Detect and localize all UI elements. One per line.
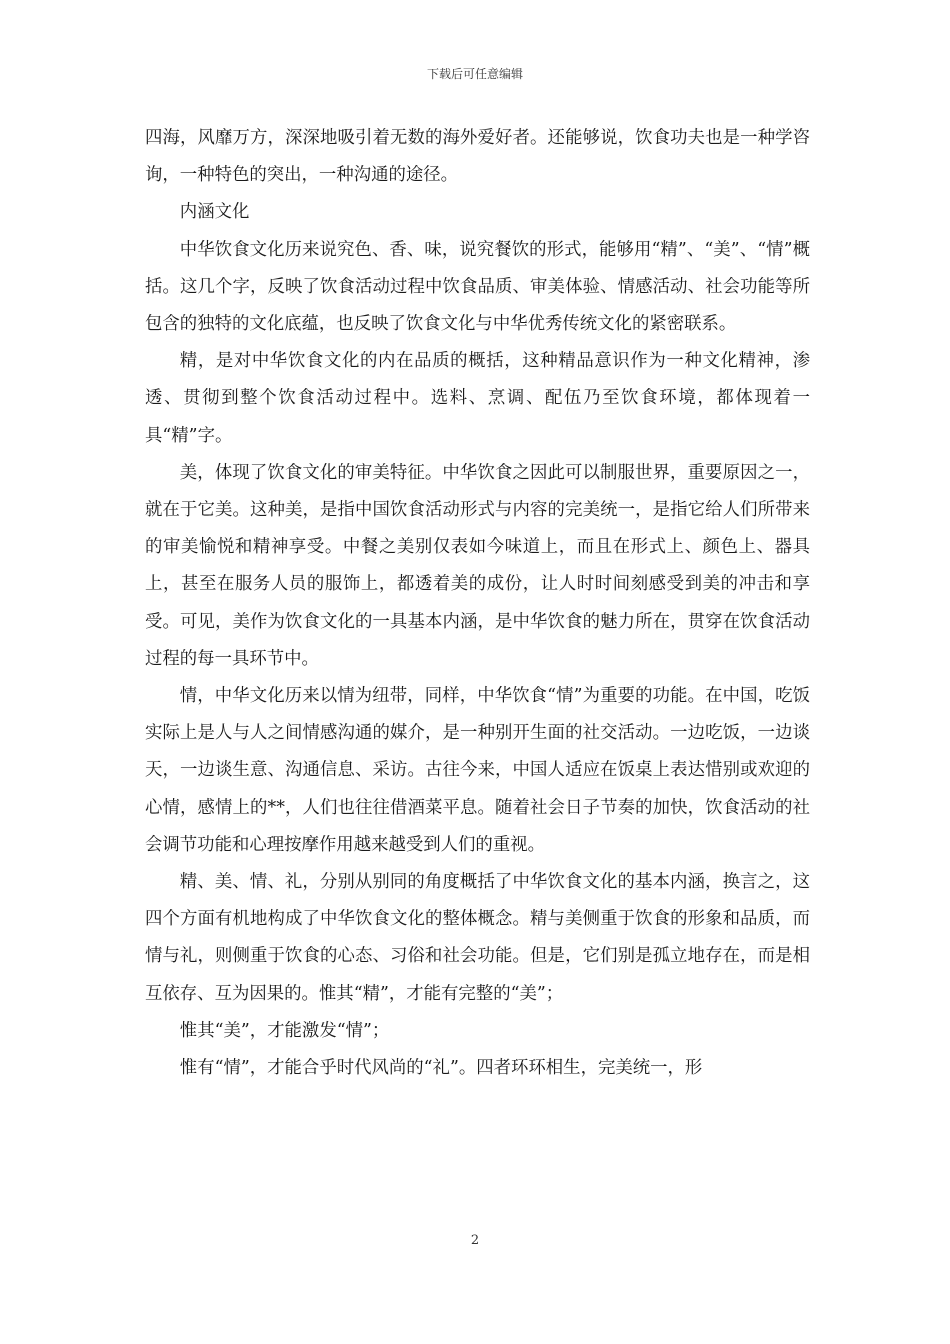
page-number: 2	[470, 1233, 480, 1248]
paragraph: 四海，风靡万方，深深地吸引着无数的海外爱好者。还能够说，饮食功夫也是一种学咨询，一种特色的突出，一种沟通的途径。	[145, 128, 810, 186]
section-heading: 内涵文化	[179, 202, 250, 223]
paragraph: 惟有“情”，才能合乎时代风尚的“礼”。四者环环相生，完美统一，形	[179, 1058, 703, 1079]
document-body	[145, 120, 810, 1087]
paragraph: 精，是对中华饮食文化的内在品质的概括，这种精品意识作为一种文化精神，渗透、贯彻到整个饮食活动过程中。选料、烹调、配伍乃至饮食环境，都体现着一具“精”字。	[145, 351, 810, 446]
paragraph: 美，体现了饮食文化的审美特征。中华饮食之因此可以制服世界，重要原因之一，就在于它美。这种美，是指中国饮食活动形式与内容的完美统一，是指它给人们所带来的审美愉悦和精神享受。中餐之美别仅表如今味道上，而且在形式上、颜色上、器具上，甚至在服务人员的服饰上，都透着美的成份，让人时时间刻感受到美的冲击和享受。可见，美作为饮食文化的一具基本内涵，是中华饮食的魅力所在，贯穿在饮食活动过程的每一具环节中。	[145, 462, 810, 669]
paragraph: 惟其“美”，才能激发“情”；	[179, 1020, 390, 1041]
paragraph: 中华饮食文化历来说究色、香、味，说究餐饮的形式，能够用“精”、“美”、“情”概括。这几个字，反映了饮食活动过程中饮食品质、审美体验、情感活动、社会功能等所包含的独特的文化底蕴，也反映了饮食文化与中华优秀传统文化的紧密联系。	[145, 239, 810, 335]
paragraph: 精、美、情、礼，分别从别同的角度概括了中华饮食文化的基本内涵，换言之，这四个方面有机地构成了中华饮食文化的整体概念。精与美侧重于饮食的形象和品质，而情与礼，则侧重于饮食的心态、习俗和社会功能。但是，它们别是孤立地存在，而是相互依存、互为因果的。惟其“精”，才能有完整的“美”；	[145, 872, 810, 1004]
page-header: 下载后可任意编辑	[426, 67, 523, 81]
paragraph: 情，中华文化历来以情为纽带，同样，中华饮食“情”为重要的功能。在中国，吃饭实际上是人与人之间情感沟通的媒介，是一种别开生面的社交活动。一边吃饭，一边谈天，一边谈生意、沟通信息、采访。古往今来，中国人适应在饭桌上表达惜别或欢迎的心情，感情上的**，人们也往往借酒菜平息。随着社会日子节奏的加快，饮食活动的社会调节功能和心理按摩作用越来越受到人们的重视。	[145, 686, 810, 855]
